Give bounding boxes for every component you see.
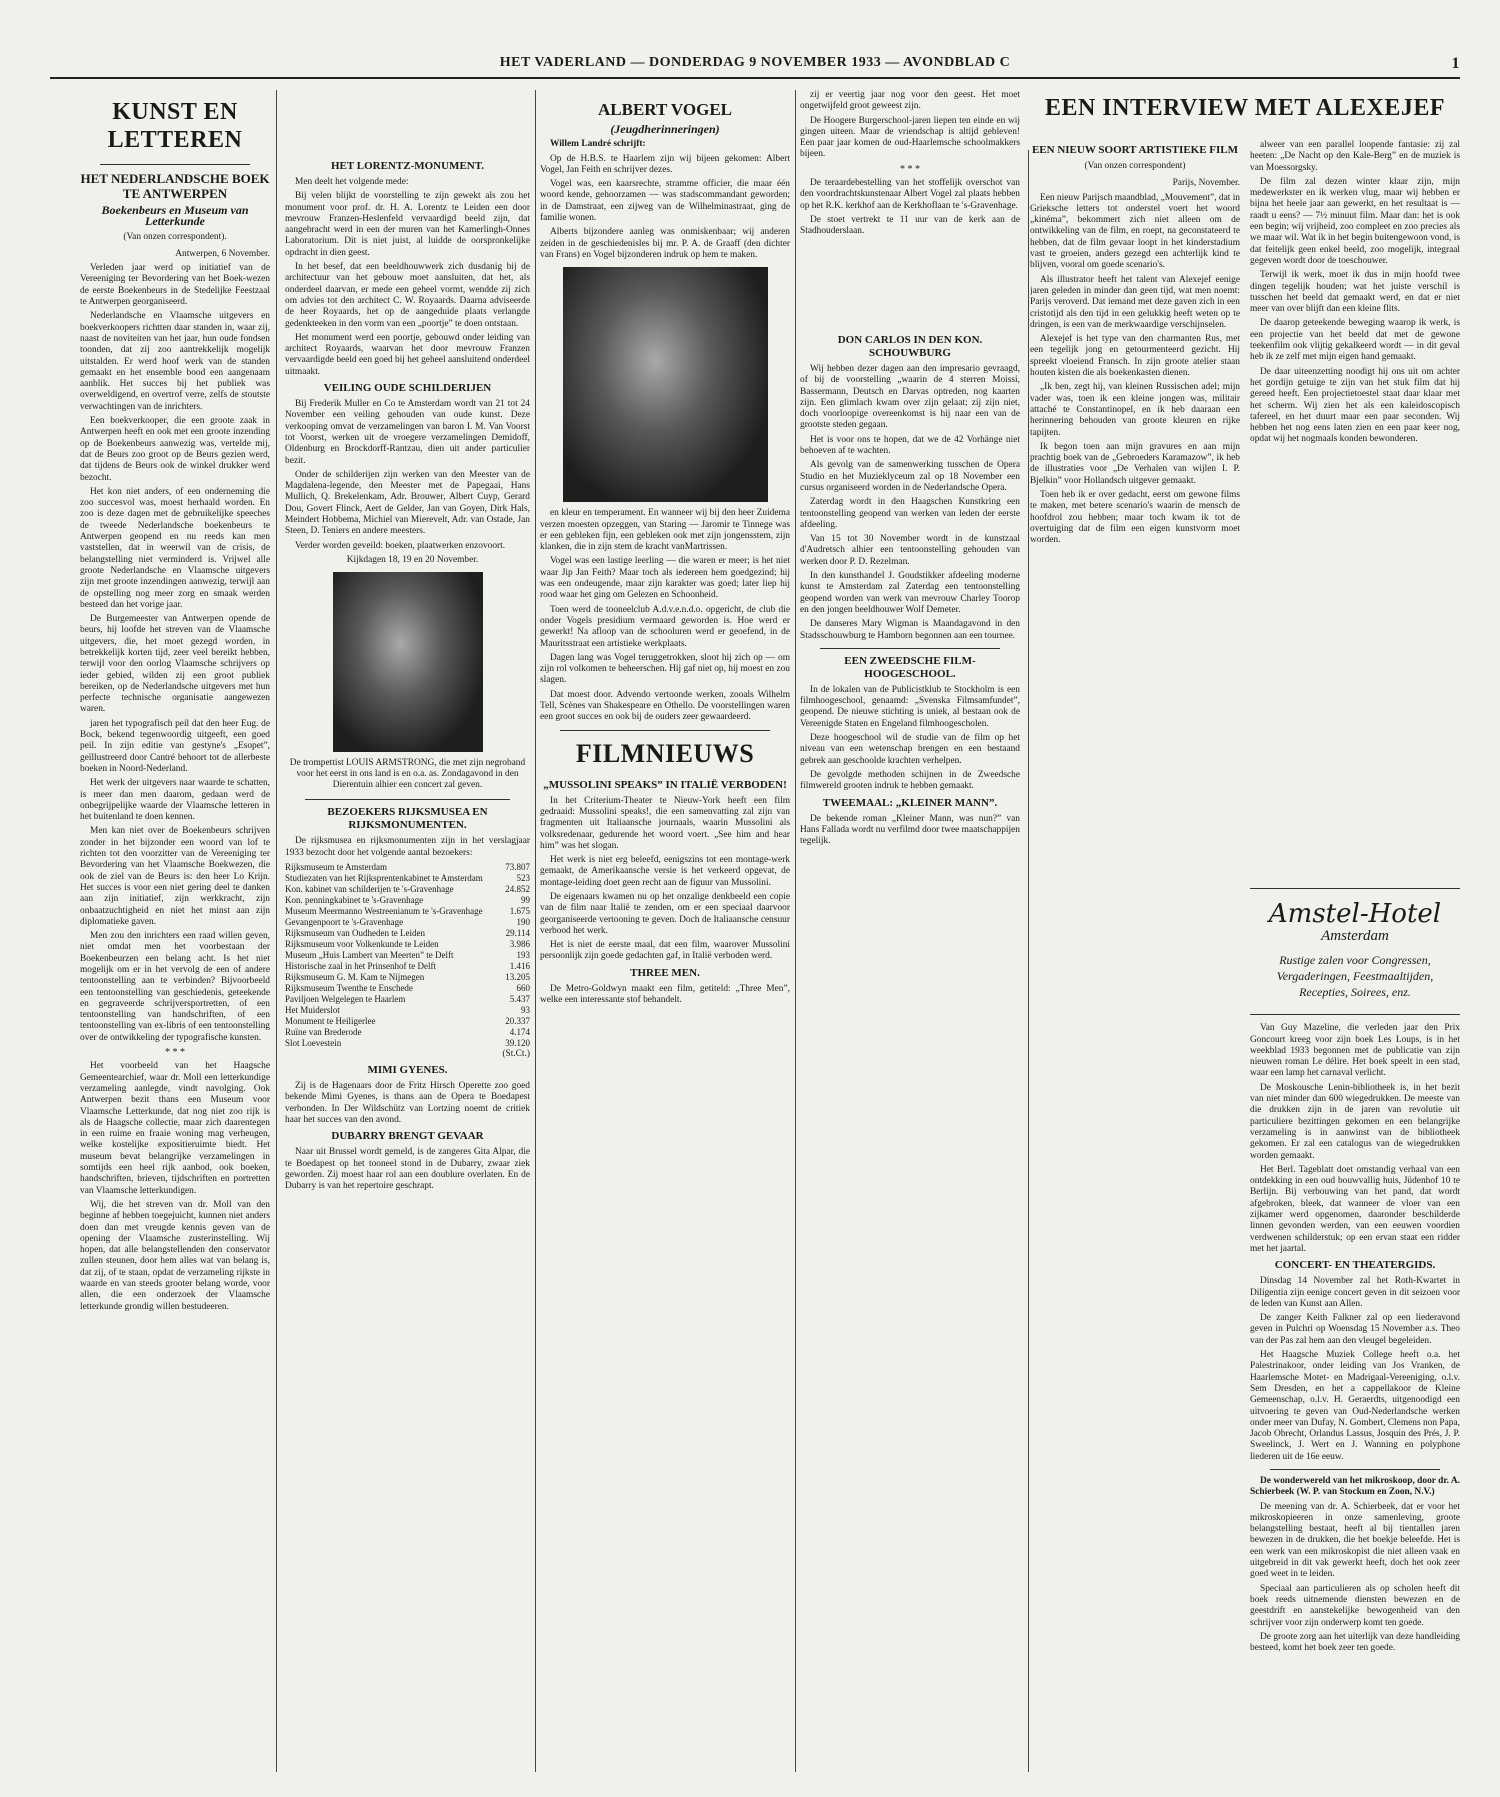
paragraph: Het voorbeeld van het Haagsche Gemeentearchief, waar dr. Moll een letterkundige verzameling aanlegde, vindt navolging. Ook Antwerpen bezit thans een Museum voor Vlaamsche Letterkunde, dat nog niet zoo rijk is als de Haagsche collectie, maar zich daarentegen in een ruime en fraaie woning mag verheugen, welke kostelijke expositieruimte biedt. Het museum bevat belangrijke verzamelingen in somtijds een heel rijk aanbod, ook boeken, handschriften, brieven, tijdschriften en portretten van Vlaamsche letterkundigen. bbox=[80, 1061, 270, 1196]
paragraph: De meening van dr. A. Schierbeek, dat er voor het mikroskopieeren in onze samenleving, groote belangstelling bestaat, heeft al bij tientallen jaren bewezen in de drukken, die het boekje beleefde. Het is een werk van een mikroskopist die niet alleen vaak en uitgebreid in dit vak gewerkt heeft, doch het ook zeer goed weet in te leiden. bbox=[1250, 1501, 1460, 1580]
column-albert-vogel bbox=[540, 90, 790, 1777]
table-row bbox=[285, 884, 530, 895]
paragraph: Speciaal aan particulieren als op scholen heeft dit boek reeds uitnemende diensten bewezen en de geestdrift en aanstekelijke bewogenheid van den schrijver voor zijn onderwerp komt ten goede. bbox=[1250, 1583, 1460, 1628]
paragraph: Ik begon toen aan mijn gravures en aan mijn prachtig boek van de „Gebroeders Karamazow”, ik heb de illustraties voor „De Verhalen van wijlen I. P. Bjelkin” voor Hollandsch uitgever gemaakt. bbox=[1030, 441, 1240, 486]
museum-name: Ruïne van Brederode bbox=[285, 1026, 362, 1037]
paragraph: Verleden jaar werd op initiatief van de Vereeniging ter Bevordering van het Boek-wezen de eerste Boekenbeurs in de Stedelijke Feestzaal te Antwerpen georganiseerd. bbox=[80, 263, 270, 308]
paragraph: Bij velen blijkt de voorstelling te zijn gewekt als zou het monument voor prof. dr. H. A. Lorentz te Leiden een door mevrouw Franzen-Heslenfeld vervaardigd beeld zijn, dat aangebracht werd in een der muren van het Kamerlingh-Onnes Laboratorium. Dit is niet juist, al luidde de oorspronkelijke opdracht in dien geest. bbox=[285, 191, 530, 258]
column-rule bbox=[1028, 150, 1029, 1772]
museum-name: Museum „Huis Lambert van Meerten” te Delft bbox=[285, 949, 454, 960]
table-row bbox=[285, 1005, 530, 1016]
table-row bbox=[285, 906, 530, 917]
interview-title: EEN INTERVIEW MET ALEXEJEF bbox=[1044, 95, 1446, 121]
paragraph: De Burgemeester van Antwerpen opende de beurs, hij loofde het streven van de Vlaamsche uitgevers, die, het moet gezegd worden, in betrekkelijk korten tijd, zeer veel bereikt hebben, terwijl voor den oorlog Vlaamsche schrijvers op ieder gebied, wilden zij een groot publiek bereiken, op de Nederlandsche uitgevers met hun perfecte technische organisatie aangewezen waren. bbox=[80, 614, 270, 715]
vogel-portrait bbox=[563, 267, 768, 502]
paragraph: Naar uit Brussel wordt gemeld, is de zangeres Gita Alpar, die te Boedapest op het tooneel stond in de Dubarry, zwaar ziek geworden. Zij moest haar rol aan een doublure overlaten. En de Dubarry is van het repertoire geschrapt. bbox=[285, 1147, 530, 1192]
paragraph: zij er veertig jaar nog voor den geest. Het moet ongetwijfeld groot geweest zijn. bbox=[800, 90, 1020, 112]
paragraph: Alexejef is het type van den charmanten Rus, met een tegelijk jong en getourmenteerd gezicht. Hij spreekt vloeiend Fransch. In zijn groote atelier staan houten kisten die als boekenkasten dienen. bbox=[1030, 334, 1240, 379]
paragraph: alweer van een parallel loopende fantasie: zij zal heeten: „De Nacht op den Kale-Berg” en de muziek is van Moessorgsky. bbox=[1250, 140, 1460, 173]
article-subtitle: Boekenbeurs en Museum van Letterkunde bbox=[101, 203, 249, 229]
paragraph: Alberts bijzondere aanleg was onmiskenbaar; wij anderen zeiden in de geschiedenisles bij mr. P. A. de Graaff (den dichter van Frans) en Vogel bijzonderen indruk op hem te maken. bbox=[540, 227, 790, 260]
museum-name: Gevangenpoort te 's-Gravenhage bbox=[285, 916, 404, 927]
paragraph: Deze hoogeschool wil de studie van de film op het niveau van een wetenschap brengen en een bestaand gebrek aan geschoolde krachten verhelpen. bbox=[800, 733, 1020, 766]
article-source: (Van onzen correspondent). bbox=[123, 231, 227, 242]
paragraph: Dat moest door. Advendo vertoonde werken, zooals Wilhelm Tell, Scènes van Shakespeare en Othello. De voorstellingen waren een groot succes en ook bij de ouders zeer gewaardeerd. bbox=[540, 689, 790, 723]
table-row bbox=[285, 950, 530, 961]
table-row bbox=[285, 961, 530, 972]
table-note: (St.Ct.) bbox=[502, 1048, 530, 1059]
museum-name: Historische zaal in het Prinsenhof te Delft bbox=[285, 960, 436, 971]
masthead bbox=[50, 55, 1460, 79]
visitor-count: 193 bbox=[516, 949, 530, 960]
paragraph: Dagen lang was Vogel teruggetrokken, sloot hij zich op — om zijn rol volkomen te beheerschen. Hij gaf niet op, hij moest en zou slagen. bbox=[540, 652, 790, 686]
table-row bbox=[285, 895, 530, 906]
visitor-count: 13.205 bbox=[505, 971, 530, 982]
paragraph: jaren het typografisch peil dat den heer Eug. de Bock, bekend tegenwoordig uitgeeft, een goed peil. In zijn editie van gestyne's „Esopet”, geïllustreerd door Cantré behoort tot de allerbeste boeken in Noord-Nederland. bbox=[80, 718, 270, 774]
paragraph: Men kan niet over de Boekenbeurs schrijven zonder in het bijzonder een woord van lof te richten tot den voorzitter van de Vereeniging ter Bevordering van het Vlaamsche Boekwezen, die ook de ziel van de Beurs is: den heer Lo Krijn. Het succes is voor een niet gering deel te danken aan zijn initiatief, zijn werkkracht, zijn onbaatzuchtigheid en niet het minst aan zijn diplomatieke gaven. bbox=[80, 826, 270, 927]
visitor-count: 1.416 bbox=[509, 960, 530, 971]
paragraph: Van 15 tot 30 November wordt in de kunstzaal d'Audretsch alhier een tentoonstelling gehouden van werken door P. D. Rezelman. bbox=[800, 534, 1020, 567]
paragraph: Vogel was een lastige leerling — die waren er meer; is het niet waar Jip Jan Feith? Maar toch als iedereen hem goedgezind; hij was een ondeugende, maar zijn karakter was goed; later liep hij rood waar het ging om Gelezen en Schoonheid. bbox=[540, 556, 790, 601]
paragraph: Terwijl ik werk, moet ik dus in mijn hoofd twee dingen tegelijk houden; wat het juiste verschil is tusschen het beeld dat gemaakt werd, en dat er niet meer van over blijft dan een kleine flits. bbox=[1250, 270, 1460, 315]
ad-line: Recepties, Soirees, enz. bbox=[1299, 985, 1411, 1000]
table-row bbox=[285, 972, 530, 983]
museum-name: Rijksmuseum voor Volkenkunde te Leiden bbox=[285, 938, 439, 949]
interview-header bbox=[1030, 90, 1460, 128]
paragraph: Men deelt het volgende mede: bbox=[295, 177, 409, 187]
museum-name: Kon. penningkabinet te 's-Gravenhage bbox=[285, 894, 424, 905]
amstel-hotel-ad bbox=[1250, 888, 1460, 1015]
paragraph: De Hoogere Burgerschool-jaren liepen ten einde en wij gingen uiteen. Maar de vriendschap is altijd gebleven! Een paar jaar komen de oud-Haarlemsche schoolmakkers bijeen. bbox=[800, 115, 1020, 160]
table-row bbox=[285, 939, 530, 950]
article-title: „MUSSOLINI SPEAKS” IN ITALIË VERBODEN! bbox=[543, 778, 787, 791]
table-row bbox=[285, 983, 530, 994]
paragraph: Het monument werd een poortje, gebouwd onder leiding van architect Royaards, waarvan het door mevrouw Franzen vervaardigde beeld een goed bij het geheel aansluitend onderdeel uitmaakt. bbox=[285, 332, 530, 377]
paragraph: De rijksmusea en rijksmonumenten zijn in het verslagjaar 1933 bezocht door het volgende aantal bezoekers: bbox=[285, 836, 530, 858]
table-row bbox=[285, 928, 530, 939]
visitor-count: 99 bbox=[521, 894, 530, 905]
ad-line: Vergaderingen, Feestmaaltijden, bbox=[1276, 969, 1434, 984]
paragraph: De zanger Keith Falkner zal op een liederavond geven in Pulchri op Woensdag 15 November a.s. Theo van der Pas zal hem aan den vleugel begeleiden. bbox=[1250, 1313, 1460, 1346]
article-title: THREE MEN. bbox=[630, 966, 700, 979]
ad-title: Amstel-Hotel bbox=[1268, 899, 1442, 929]
visitor-count: 3.986 bbox=[509, 938, 530, 949]
paragraph: In het besef, dat een beeldhouwwerk zich dusdanig bij de architectuur van het gebouw moet aansluiten, dat het, als onderdeel daarvan, er mede een geheel vormt, wendde zij zich om advies tot den architect C. W. Royaards. Daarna adviseerde de heer Royaards, het op de aangeduide plaats verlangde gedenkteeken in den vorm van een „poortje” te doen ontstaan. bbox=[285, 262, 530, 329]
visitor-count: 29.114 bbox=[505, 927, 530, 938]
paragraph: Een boekverkooper, die een groote zaak in Antwerpen heeft en ook met een groote inzending op de Boekenbeurs aanwezig was, vertelde mij, dat de Beurs zoo groot op de Beurs gezien werd, dat tijdens de Beurs ook de winkel drukker werd bezocht. bbox=[80, 416, 270, 483]
article-subtitle: (Jeugdherinneringen) bbox=[610, 122, 720, 136]
table-row bbox=[285, 1016, 530, 1027]
museum-name: Het Muiderslot bbox=[285, 1004, 340, 1015]
visitor-count: 5.437 bbox=[509, 993, 530, 1004]
article-title: HET LORENTZ-MONUMENT. bbox=[331, 160, 484, 172]
interview-column bbox=[1030, 140, 1240, 1777]
paragraph: In den kunsthandel J. Goudstikker afdeeling moderne kunst te Amsterdam zal Zaterdag een tentoonstelling geopend worden van werk van mevrouw Charley Toorop en den jongen beeldhouwer Wolf Demeter. bbox=[800, 571, 1020, 615]
dateline: Parijs, November. bbox=[1172, 178, 1240, 189]
table-row bbox=[285, 862, 530, 873]
museum-name: Rijksmuseum G. M. Kam te Nijmegen bbox=[285, 971, 425, 982]
paragraph: Als gevolg van de samenwerking tusschen de Opera Studio en het Muzieklyceum zal op 18 November een cursus organiseerd worden in de Nederlandsche Opera. bbox=[800, 460, 1020, 493]
paragraph: De daar uiteenzetting noodigt hij ons uit om achter het gordijn getuige te zijn van het stuk film dat hij gereed heeft. Een projectietoestel staat daar klaar met het scherm. Wij zien het als een kaleidoscopisch tafereel, en het duurt maar een paar seconden. Wij hebben het nog eens laten zien en een paar keer nog, opdat wij het nogmaals konden bewonderen. bbox=[1250, 366, 1460, 445]
visitor-count: 523 bbox=[516, 872, 530, 883]
section-title: KUNST EN LETTEREN bbox=[107, 99, 243, 153]
paragraph: en kleur en temperament. En wanneer wij bij den heer Zuidema verzen moesten opzeggen, van Staring — Jaromir te Tinnege was er een gebleken fijn, een gebleken ook met zijn jongensstem, zijn klanken, die in zijn stem de kracht vanMartrissen. bbox=[540, 508, 790, 553]
paragraph: Het Berl. Tageblatt doet omstandig verhaal van een ontdekking in een oud bouwvallig huis, Jüdenhof 10 te Berlijn. Bij verbouwing van het pand, dat wordt afgebroken, bleek, dat wanneer de vloer van een zijkamer werd opgenomen, daaronder beschilderde linnen gevonden werden, van een eeuwen voordien verdwenen schilderstuk; op een ervan staat een ridder met het jaartal. bbox=[1250, 1164, 1460, 1254]
article-title: MIMI GYENES. bbox=[367, 1064, 448, 1077]
article-title: DON CARLOS IN DEN KON. SCHOUWBURG bbox=[837, 334, 983, 359]
paragraph: De film zal dezen winter klaar zijn, mijn medewerkster en ik werken vlug, maar wij hebben er bijna het heele jaar aan gewerkt, en het resultaat is — raadt u eens? — 7½ minuut film. Maar dan: het is ook een begin; wij vrijheid, zoo compleet en zoo precies als we maar wil. Wat ik in het begin buitengewoon vond, is dat feitelijk geen enkel beeld, zoo mogelijk, integraal gegeven wordt door de toeschouwer. bbox=[1250, 176, 1460, 266]
column-four-lower bbox=[800, 330, 1020, 1777]
museum-name: Rijksmuseum te Amsterdam bbox=[285, 861, 387, 872]
paragraph: De groote zorg aan het uiterlijk van deze handleiding besteed, komt het boek zeer ten goede. bbox=[1250, 1631, 1460, 1654]
paragraph: Bij Frederik Muller en Co te Amsterdam wordt van 21 tot 24 November een veiling gehouden van oude kunst. Deze verkooping omvat de verzamelingen van baron I. M. Van Voorst tot Voorst, werken uit de vroegere verzamelingen Demidoff, Oldenburg en Brockdorff-Rantzau, dien uit ander particulier bezit. bbox=[285, 399, 530, 466]
visitor-count: 190 bbox=[516, 916, 530, 927]
article-title: DUBARRY BRENGT GEVAAR bbox=[331, 1130, 484, 1143]
museum-name: Rijksmuseum van Oudheden te Leiden bbox=[285, 927, 425, 938]
paragraph: Het werk der uitgevers naar waarde te schatten, is meer dan men daarom, gedaan werd de onbegrijpelijke waarde der Vlaamsche letteren in het buitenland te doen kennen. bbox=[80, 778, 270, 823]
paragraph: Wij hebben dezer dagen aan den impresario gevraagd, of bij de voorstelling „waarin de 4 sterren Moissi, Bassermann, Deutsch en Darvas optreden, nog kaarten zijn. Een glimlach kwam over zijn gelaat; zij zijn niet, doch voorloopige overeenkomst is hij naar een van de grootste steden gegaan. bbox=[800, 364, 1020, 431]
paragraph: Nederlandsche en Vlaamsche uitgevers en boekverkoopers richtten daar standen in, waar zij, naast de noviteiten van het jaar, hun oude fondsen toonden, dat zij zoo aantrekkelijk mogelijk uitstalden. Er werd hoof werk van de standen gemaakt en het ensemble bood een aangenaam aanblik. Het succes bij het publiek was overweldigend, en overtrof verre, zelfs de stoutste verwachtingen van de inrichters. bbox=[80, 311, 270, 412]
museum-name: Museum Meermanno Westreenianum te 's-Gravenhage bbox=[285, 905, 483, 916]
article-title: EEN ZWEEDSCHE FILM-HOOGESCHOOL. bbox=[844, 654, 976, 680]
table-row bbox=[285, 1027, 530, 1038]
paragraph: Op de H.B.S. te Haarlem zijn wij bijeen gekomen: Albert Vogel, Jan Feith en schrijver dezes. bbox=[540, 153, 790, 175]
visitor-count: 20.337 bbox=[505, 1015, 530, 1026]
paragraph: De stoet vertrekt te 11 uur van de kerk aan de Stadhouderslaan. bbox=[800, 214, 1020, 237]
column-rule bbox=[535, 90, 536, 1772]
paragraph: Het werk is niet erg beleefd, eenigszins tot een montage-werk gemaakt, de Amerikaansche versie is het verkeerd opgevat, de montage-leiding doet geen recht aan de figuur van Mussolini. bbox=[540, 855, 790, 888]
filmnieuws-title: FILMNIEUWS bbox=[575, 738, 755, 768]
masthead-title: HET VADERLAND — DONDERDAG 9 NOVEMBER 1933 — AVONDBLAD C bbox=[499, 55, 1011, 70]
paragraph: Toen werd de tooneelclub A.d.v.e.n.d.o. opgericht, de club die onder Vogels presidium vermaard geworden is. Hoe werd er gewerkt! Na afloop van de schooluren werd er geoefend, in de Mauritsstraat een artistieke werkplaats. bbox=[540, 604, 790, 649]
table-row bbox=[285, 873, 530, 884]
paragraph: Zij is de Hagenaars door de Fritz Hirsch Operette zoo goed bekende Mimi Gyenes, is thans aan de Opera te Boedapest verbonden. In Der Wildschütz van Lortzing noemt de critiek haar het succes van den avond. bbox=[285, 1081, 530, 1125]
interview-subtitle: EEN NIEUW SOORT ARTISTIEKE FILM bbox=[1031, 144, 1239, 156]
paragraph: De gevolgde methoden schijnen in de Zweedsche filmwereld grooten indruk te hebben gemaakt. bbox=[800, 769, 1020, 792]
museum-name: Paviljoen Welgelegen te Haarlem bbox=[285, 993, 406, 1004]
museum-name: Kon. kabinet van schilderijen te 's-Gravenhage bbox=[285, 883, 454, 894]
paragraph: Onder de schilderijen zijn werken van den Meester van de Magdalena-legende, den Meester met de Papegaai, Hans Mullich, Q. Brekelenkam, Adr. Brouwer, Albert Cuyp, Gerard Dou, Govert Flinck, Aert de Gelder, Jan van Goyen, Dirk Hals, Meindert Hobbema, Michiel van Mierevelt, Adr. van Ostade, Jan Steen, D. Teniers en andere meesters. bbox=[285, 469, 530, 537]
table-row bbox=[285, 1038, 530, 1049]
photo-caption: De trompettist LOUIS ARMSTRONG, die met zijn negroband voor het eerst in ons land is en o.a. as. Zondagavond in den Dierentuin alhier een concert zal geven. bbox=[289, 758, 526, 791]
visitor-count: 4.174 bbox=[509, 1026, 530, 1037]
column-kunst-en-letteren bbox=[80, 90, 270, 1777]
visitor-count: 73.807 bbox=[505, 861, 530, 872]
paragraph: Kijkdagen 18, 19 en 20 November. bbox=[346, 554, 479, 565]
table-row bbox=[285, 917, 530, 928]
article-title: BEZOEKERS RIJKSMUSEA EN RIJKSMONUMENTEN. bbox=[327, 806, 488, 832]
armstrong-photo bbox=[333, 572, 483, 752]
page-number: 1 bbox=[1451, 55, 1460, 72]
paragraph: De teraardebestelling van het stoffelijk overschot van den voordrachtskunstenaar Albert Vogel zal plaats hebben op het R.K. kerkhof aan de Kerkhoflaan te 's-Gravenhage. bbox=[800, 178, 1020, 211]
paragraph: Antwerpen, 6 November. bbox=[175, 248, 270, 259]
article-title: CONCERT- EN THEATERGIDS. bbox=[1274, 1259, 1436, 1272]
column-two bbox=[285, 90, 530, 1777]
ad-line: Rustige zalen voor Congressen, bbox=[1279, 953, 1431, 968]
column-rule bbox=[276, 90, 277, 1772]
paragraph: In de lokalen van de Publicistklub te Stockholm is een filmhoogeschool, genaamd: „Svenska Filmsamfundet”, geopend. De nieuwe stichting is uniek, al bestaan ook de Vereenigde Staten en Engeland filmhoogescholen. bbox=[800, 684, 1020, 729]
visitor-count: 39.120 bbox=[505, 1037, 530, 1048]
paragraph: Vogel was, een kaarsrechte, stramme officier, die maar één woord kende, gehoorzamen — was stadscommandant geworden; in de Damstraat, een zijweg van de Wilhelminastraat, ging de familie wonen. bbox=[540, 179, 790, 224]
article-title: TWEEMAAL: „KLEINER MANN”. bbox=[822, 796, 998, 809]
visitors-table bbox=[285, 862, 530, 1049]
paragraph: „Ik ben, zegt hij, van kleinen Russischen adel; mijn vader was, toen ik een kleine jongen was, militair attaché te Constantinopel, en ik heb daaraan een herinnering behouden van groote kleuren en rijke tapijten. bbox=[1030, 382, 1240, 438]
paragraph: De bekende roman „Kleiner Mann, was nun?” van Hans Fallada wordt nu verfilmd door twee maatschappijen tegelijk. bbox=[800, 813, 1020, 847]
visitor-count: 24.852 bbox=[505, 883, 530, 894]
museum-name: Monument te Heiligerlee bbox=[285, 1015, 376, 1026]
paragraph: De wonderwereld van het mikroskoop, door dr. A. Schierbeek (W. P. van Stockum en Zoon, N.V.) bbox=[1250, 1475, 1460, 1498]
paragraph: De daarop geteekende beweging waarop ik werk, is een projectie van het beeld dat met de gewone teekenfilm ook vlijtig gekalkeerd wordt — in dit geval heb ik ze zelf met mijn eigen hand gemaakt. bbox=[1250, 318, 1460, 363]
paragraph: Het is voor ons te hopen, dat we de 42 Vorhänge niet behoeven af te wachten. bbox=[800, 434, 1020, 457]
visitor-count: 93 bbox=[521, 1004, 530, 1015]
separator-stars: * * * bbox=[165, 1047, 185, 1059]
ad-city: Amsterdam bbox=[1321, 928, 1389, 944]
byline: Willem Landré schrijft: bbox=[550, 139, 646, 150]
paragraph: Als illustrator heeft het talent van Alexejef eenige jaren geleden in minder dan geen tijd, wat men noemt: Parijs veroverd. Dat iemand met deze gaven zich in een cristotijd als den tijd in een gelukkig heeft weten op te dringen, is een van de merkwaardige verschijnselen. bbox=[1030, 274, 1240, 330]
paragraph: Dinsdag 14 November zal het Roth-Kwartet in Diligentia zijn eenige concert geven in dit seizoen voor de leden van Kunst aan Allen. bbox=[1250, 1276, 1460, 1309]
paragraph: Het kon niet anders, of een onderneming die zoo succesvol was, moest herhaald worden. En zoo is deze dagen met de gebruikelijke speeches de tweede Nederlandsche boekenbeurs te Antwerpen geopend en nu reeds kan men vaststellen, dat in weerwil van de crisis, de belangstelling niet verminderd is. Vrijwel alle groote Nederlandsche en Vlaamsche uitgevers zijn met groote inzendingen aanwezig, terwijl aan de opstelling nog meer zorg en smaak werden besteed dan het vorige jaar. bbox=[80, 486, 270, 610]
museum-name: Studiezaten van het Rijksprentenkabinet te Amsterdam bbox=[285, 872, 483, 883]
paragraph: De Moskousche Lenin-bibliotheek is, in het bezit van niet minder dan 600 wiegedrukken. De meeste van die drukken zijn in de jaren van revolutie uit particuliere bezittingen gekomen en een belangrijke verzameling is in aanwinst van de bibliotheek gekomen. Er zal een catalogus van de wiegedrukken worden gemaakt. bbox=[1250, 1082, 1460, 1161]
paragraph: In het Criterium-Theater te Nieuw-York heeft een film gedraaid: Mussolini speaks!, die een samenvatting zal zijn van fragmenten uit Italiaansche journaals, waarin Mussolini als volksredenaar, gedurende het woord voert. „See him and hear him” was het slogan. bbox=[540, 795, 790, 851]
column-rule bbox=[795, 90, 796, 1772]
article-title: VEILING OUDE SCHILDERIJEN bbox=[323, 382, 492, 395]
visitor-count: 660 bbox=[516, 982, 530, 993]
museum-name: Rijksmuseum Twenthe te Enschede bbox=[285, 982, 413, 993]
article-title: ALBERT VOGEL bbox=[597, 100, 732, 119]
paragraph: Van Guy Mazeline, die verleden jaar den Prix Goncourt kreeg voor zijn boek Les Loups, is in het weekblad 1933 begonnen met de publicatie van zijn nieuwen roman Le délire. Het boek speelt in een stad, waar een lamp het carnaval verlicht. bbox=[1250, 1023, 1460, 1079]
paragraph: Een nieuw Parijsch maandblad, „Mouvement”, dat in Grieksche letters tot onderstel voert het woord „kinéma”, bekommert zich niet alleen om de ontwikkeling van de film, en roept, na geconstateerd te hebben, dat de film gevaar loopt in het kinderstadium vast te groeien, anders gezegd een achterlijk kind te blijven, vooral om goede scenario's. bbox=[1030, 192, 1240, 271]
lower-right-block bbox=[1250, 880, 1460, 1777]
paragraph: De eigenaars kwamen nu op het onzalige denkbeeld een copie van de film naar Italië te zenden, om er een speciaal daarvoor georganiseerde vertooning te geven. Doch de Italiaansche censuur verbood het werk. bbox=[540, 891, 790, 936]
paragraph: De danseres Mary Wigman is Maandagavond in den Stadsschouwburg te Hamborn begonnen aan een tournee. bbox=[800, 619, 1020, 641]
paragraph: Toen heb ik er over gedacht, eerst om gewone films te maken, met betere scenario's waarin de mensch de hoofdrol zou hebben; maar toch kwam ik tot de overtuiging dat de film een eigen kunstvorm moet worden. bbox=[1030, 490, 1240, 546]
paragraph: Wij, die het streven van dr. Moll van den beginne af hebben toegejuicht, kunnen niet anders doen dan met vreugde kennis geven van de opening der Vlaamsche zusterinstelling. Wij hopen, dat alle belangstellenden den conservator zullen steunen, door hem alles wat van belang is, dat zij, of te staan, opdat de verzameling rijkste in waarde en van steeds grooter belang worde, voor allen, die een onderzoek der Vlaamsche letterkunde grondig willen bestudeeren. bbox=[80, 1199, 270, 1312]
paragraph: De Metro-Goldwyn maakt een film, getiteld: „Three Men”, welke een interessante stof behandelt. bbox=[540, 983, 790, 1006]
separator-stars: * * * bbox=[900, 163, 920, 175]
paragraph: Het is niet de eerste maal, dat een film, waarover Mussolini persoonlijk zijn goede gedachten gaf, in Italië verboden werd. bbox=[540, 940, 790, 962]
visitor-count: 1.675 bbox=[509, 905, 530, 916]
museum-name: Slot Loevestein bbox=[285, 1037, 342, 1048]
table-row bbox=[285, 994, 530, 1005]
article-title: HET NEDERLANDSCHE BOEK TE ANTWERPEN bbox=[80, 171, 270, 201]
paragraph: Zaterdag wordt in den Haagschen Kunstkring een tentoonstelling geopend van werken van leden der eerste afdeeling. bbox=[800, 497, 1020, 530]
paragraph: Het Haagsche Muziek College heeft o.a. het Palestrinakoor, onder leiding van Jos Vranken, de Haarlemsche Motet- en Madrigaal-Vereeniging, o.l.v. Sem Dresden, en het a cappellakoor de Kleine Gemeenschap, o.l.v. H. Geraerdts, uitgenoodigd een uitvoering te geven van Oud-Nederlandsche werken onder meer van Dufay, N. Gombert, Clemens non Papa, Jacob Obrecht, Orlandus Lassus, Josquin des Prés, J. P. Sweelinck, J. Wert en J. Wanning en polyphone liederen uit de 16e eeuw. bbox=[1250, 1350, 1460, 1462]
interview-source: (Van onzen correspondent) bbox=[1084, 161, 1186, 171]
paragraph: Men zou den inrichters een raad willen geven, niet omdat men het voorbestaan der Boekenbeurzen een belang acht. Is het niet mogelijk om er in het vervolg de een of andere tentoonstelling aan te verbinden? Bijvoorbeeld een tentoonstelling van geschiedenis, geteekende en gegraveerde schrijversportretten, of een tentoonstelling van handschriften, of een tentoonstelling van ex-libris of een tentoonstelling over de ontwikkeling der typografische kunsten. bbox=[80, 931, 270, 1043]
paragraph: Verder worden geveild: boeken, plaatwerken enzovoort. bbox=[295, 540, 506, 551]
